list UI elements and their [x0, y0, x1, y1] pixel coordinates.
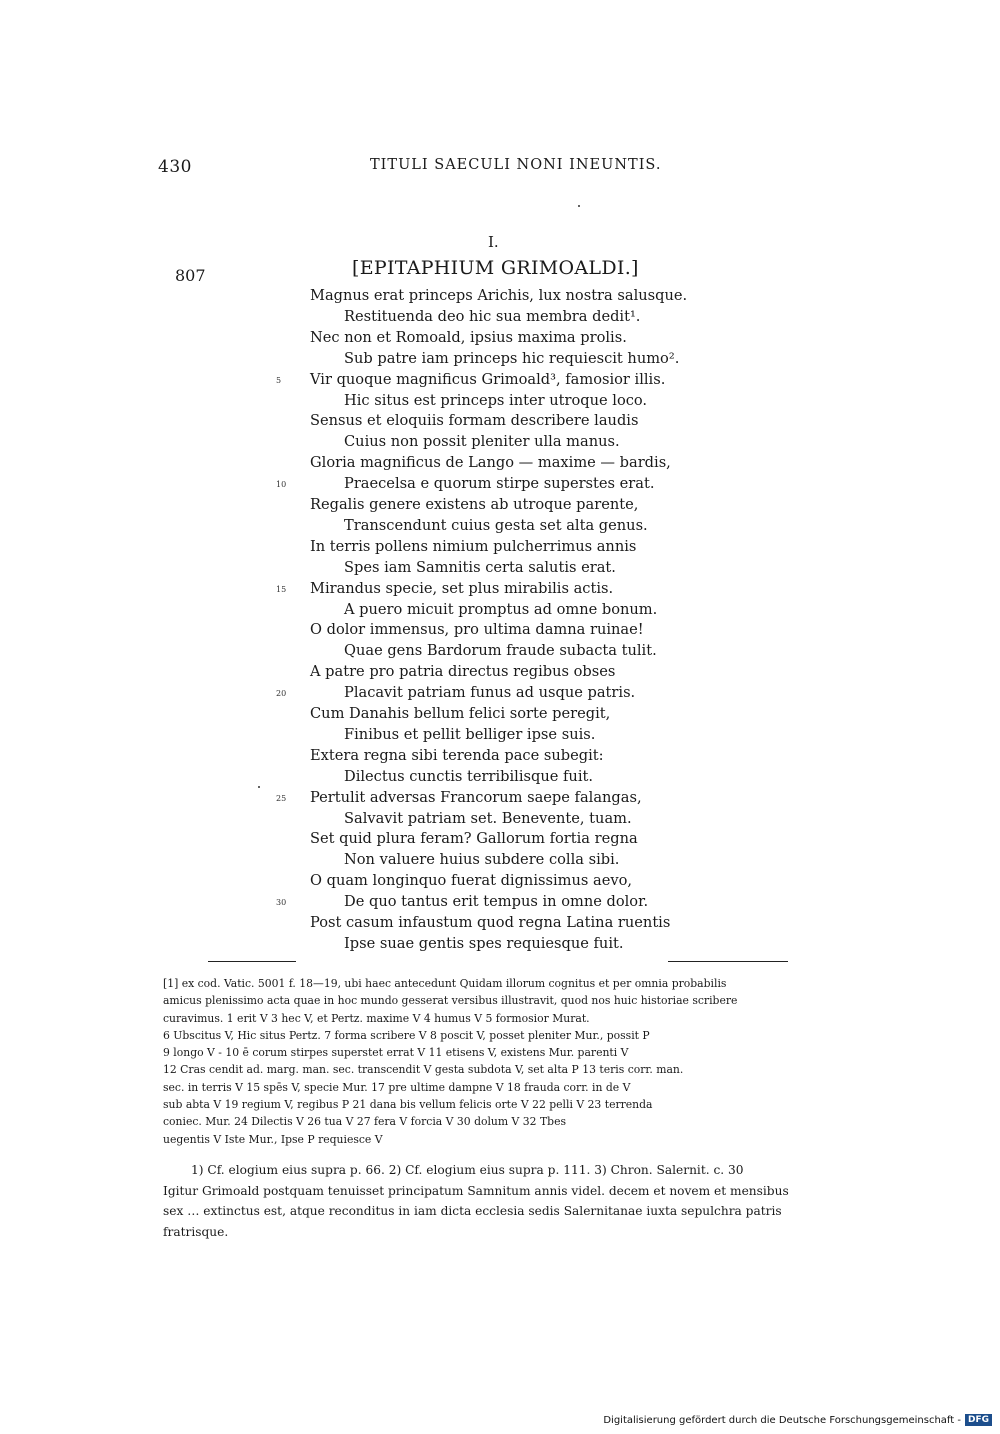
footnote-line: fratrisque. — [163, 1224, 229, 1239]
footnote-line: sex … extinctus est, atque reconditus in iam dicta ecclesia sedis Salernitanae iuxta sepulchra patris — [163, 1204, 782, 1218]
line-number: 15 — [276, 584, 287, 594]
apparatus-line: sub abta V 19 regium V, regibus P 21 dana bis vellum felicis orte V 22 pelli V 23 terrenda — [163, 1098, 653, 1112]
poem-line: Ipse suae gentis spes requiesque fuit. — [344, 934, 624, 952]
line-number: 30 — [276, 898, 287, 908]
running-title: TITULI SAECULI NONI INEUNTIS. — [370, 157, 662, 173]
separator-rule — [668, 961, 788, 962]
apparatus-line: curavimus. 1 erit V 3 hec V, et Pertz. maxime V 4 humus V 5 formosior Murat. — [163, 1011, 590, 1025]
critical-apparatus — [163, 975, 833, 1148]
speck-mark — [578, 205, 580, 207]
footnote-line: 1) Cf. elogium eius supra p. 66. 2) Cf. elogium eius supra p. 111. 3) Chron. Salernit. c. 30 — [191, 1163, 744, 1177]
poem-line: Salvavit patriam set. Benevente, tuam. — [344, 809, 632, 827]
poem-line: Extera regna sibi terenda pace subegit: — [310, 746, 604, 764]
separator-rule — [208, 961, 296, 962]
poem-line: Hic situs est princeps inter utroque loco. — [344, 391, 648, 409]
footnotes — [163, 1160, 833, 1242]
poem-line: Transcendunt cuius gesta set alta genus. — [344, 516, 648, 534]
poem-line: A puero micuit promptus ad omne bonum. — [344, 600, 658, 618]
line-number: 20 — [276, 689, 287, 699]
poem-line: Cuius non possit pleniter ulla manus. — [344, 433, 620, 451]
poem-line: Regalis genere existens ab utroque parente, — [310, 496, 639, 513]
section-year: 807 — [175, 266, 206, 285]
line-number: 5 — [276, 375, 282, 385]
poem-line: A patre pro patria directus regibus obses — [310, 663, 616, 681]
page-number: 430 — [158, 157, 192, 177]
poem-line: Nec non et Romoald, ipsius maxima prolis. — [310, 328, 627, 346]
poem-line: O dolor immensus, pro ultima damna ruinae! — [310, 621, 644, 639]
poem-line: De quo tantus erit tempus in omne dolor. — [344, 893, 649, 911]
section-number: I. — [488, 233, 499, 251]
poem-line: Sensus et eloquiis formam describere laudis — [310, 412, 639, 430]
poem-line: O quam longinquo fuerat dignissimus aevo, — [310, 872, 633, 890]
footer-credit-text: Digitalisierung gefördert durch die Deutsche Forschungsgemeinschaft - — [603, 1414, 961, 1426]
apparatus-line: 9 longo V - 10 ē corum stirpes superstet errat V 11 etisens V, existens Mur. parenti V — [163, 1046, 629, 1060]
poem-line: Placavit patriam funus ad usque patris. — [344, 684, 636, 702]
poem-line: Sub patre iam princeps hic requiescit humo². — [344, 349, 680, 367]
apparatus-line: uegentis V Iste Mur., Ipse P requiesce V — [163, 1132, 383, 1146]
apparatus-line: sec. in terris V 15 spēs V, specie Mur. 17 pre ultime dampne V 18 frauda corr. in de V — [163, 1080, 631, 1094]
poem-line: In terris pollens nimium pulcherrimus annis — [310, 537, 637, 555]
poem-line: Praecelsa e quorum stirpe superstes erat. — [344, 475, 655, 493]
apparatus-line: 6 Ubscitus V, Hic situs Pertz. 7 forma scribere V 8 poscit V, posset pleniter Mur., possit P — [163, 1028, 650, 1042]
poem-line: Finibus et pellit belliger ipse suis. — [344, 725, 596, 743]
line-number: 25 — [276, 793, 287, 803]
apparatus-line: coniec. Mur. 24 Dilectis V 26 tua V 27 fera V forcia V 30 dolum V 32 Tbes — [163, 1115, 567, 1129]
poem-line: Non valuere huius subdere colla sibi. — [344, 851, 620, 869]
poem-line: Dilectus cunctis terribilisque fuit. — [344, 767, 593, 785]
footnote-line: Igitur Grimoald postquam tenuisset principatum Samnitum annis videl. decem et novem et mensibus — [163, 1183, 789, 1198]
apparatus-line: 12 Cras cendit ad. marg. man. sec. transcendit V gesta subdota V, set alta P 13 teris corr. man. — [163, 1063, 684, 1077]
poem-line: Gloria magnificus de Lango — maxime — bardis, — [310, 454, 671, 472]
poem-line: Set quid plura feram? Gallorum fortia regna — [310, 830, 638, 848]
poem-line: Pertulit adversas Francorum saepe falangas, — [310, 788, 642, 806]
poem-line: Spes iam Samnitis certa salutis erat. — [344, 558, 616, 576]
poem-line: Post casum infaustum quod regna Latina ruentis — [310, 914, 671, 931]
line-number: 10 — [276, 480, 287, 490]
speck-mark — [258, 786, 260, 788]
poem-line: Quae gens Bardorum fraude subacta tulit. — [344, 642, 657, 660]
dfg-logo-icon: DFG — [965, 1414, 992, 1426]
apparatus-line: [1] ex cod. Vatic. 5001 f. 18—19, ubi haec antecedunt Quidam illorum cognitus et per omnia probabilis — [163, 977, 727, 990]
section-title: [EPITAPHIUM GRIMOALDI.] — [352, 257, 639, 279]
poem-line: Restituenda deo hic sua membra dedit¹. — [344, 307, 641, 325]
poem-line: Vir quoque magnificus Grimoald³, famosior illis. — [310, 370, 666, 388]
footer-credit — [603, 1414, 992, 1426]
poem-line: Mirandus specie, set plus mirabilis actis. — [310, 579, 614, 597]
poem-line: Magnus erat princeps Arichis, lux nostra salusque. — [310, 287, 688, 304]
poem-line: Cum Danahis bellum felici sorte peregit, — [310, 705, 611, 722]
apparatus-line: amicus plenissimo acta quae in hoc mundo gesserat versibus illustravit, quod nos huic historiae scribere — [163, 994, 738, 1008]
